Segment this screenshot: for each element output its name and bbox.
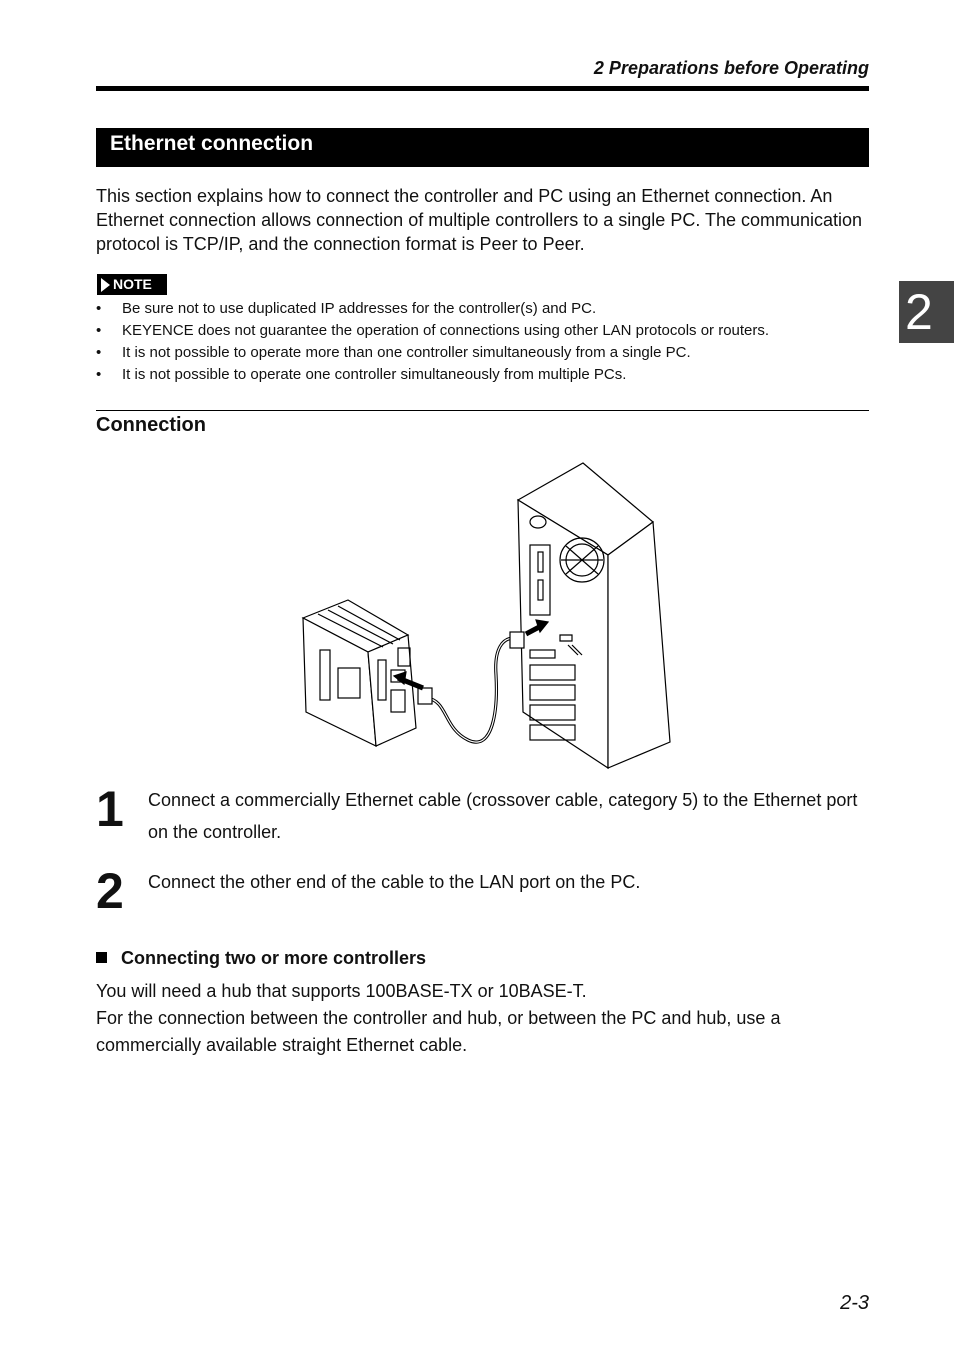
rj45-plug-controller xyxy=(418,688,432,704)
chapter-tab-number: 2 xyxy=(905,284,933,340)
step-number: 2 xyxy=(96,863,124,919)
note-list xyxy=(96,298,876,386)
step-text: Connect the other end of the cable to the LAN port on the PC. xyxy=(148,872,641,892)
note-text: It is not possible to operate more than one controller simultaneously from a single PC. xyxy=(122,344,691,361)
note-text: It is not possible to operate one controller simultaneously from multiple PCs. xyxy=(122,366,627,383)
bullet: • xyxy=(96,322,102,339)
section-intro: This section explains how to connect the controller and PC using an Ethernet connection. An Ethernet connection allows connection of multiple controllers to a single PC. The communication protocol is TCP/IP, and the connection format is Peer to Peer. xyxy=(96,186,863,254)
connection-illustration xyxy=(298,460,678,772)
list-item xyxy=(96,342,876,364)
step-text: Connect a commercially Ethernet cable (crossover cable, category 5) to the Ethernet port on the controller. xyxy=(148,790,858,842)
body-line: You will need a hub that supports 100BASE-TX or 10BASE-T. xyxy=(96,981,587,1001)
triangle-right-icon xyxy=(101,278,110,292)
section-title: Ethernet connection xyxy=(110,132,314,155)
note-label: NOTE xyxy=(113,276,152,292)
list-item xyxy=(96,364,876,386)
subsection-rule xyxy=(96,410,869,411)
list-item xyxy=(96,320,876,342)
header-rule xyxy=(96,86,869,91)
note-text: Be sure not to use duplicated IP addresses for the controller(s) and PC. xyxy=(122,300,597,317)
chapter-header-title: 2 Preparations before Operating xyxy=(593,58,869,78)
multi-controller-text xyxy=(96,978,876,1059)
square-bullet-icon xyxy=(96,952,107,963)
note-badge xyxy=(97,274,167,295)
bullet: • xyxy=(96,300,102,317)
subsubsection-title xyxy=(96,948,426,969)
page-number: 2-3 xyxy=(840,1292,869,1314)
section-title-bar xyxy=(96,128,869,167)
step-number: 1 xyxy=(96,781,124,837)
subsubsection-title-text: Connecting two or more controllers xyxy=(121,948,427,968)
note-text: KEYENCE does not guarantee the operation of connections using other LAN protocols or routers. xyxy=(122,322,770,339)
controller-illustration xyxy=(303,600,416,746)
list-item xyxy=(96,298,876,320)
ethernet-cable xyxy=(426,638,514,742)
subsection-title: Connection xyxy=(96,414,206,436)
rj45-plug-pc xyxy=(510,632,524,648)
bullet: • xyxy=(96,344,102,361)
body-line: For the connection between the controller and hub, or between the PC and hub, use a commercially available straight Ethernet cable. xyxy=(96,1008,781,1055)
pc-tower-illustration xyxy=(518,463,670,768)
chapter-tab xyxy=(899,281,954,343)
bullet: • xyxy=(96,366,102,383)
